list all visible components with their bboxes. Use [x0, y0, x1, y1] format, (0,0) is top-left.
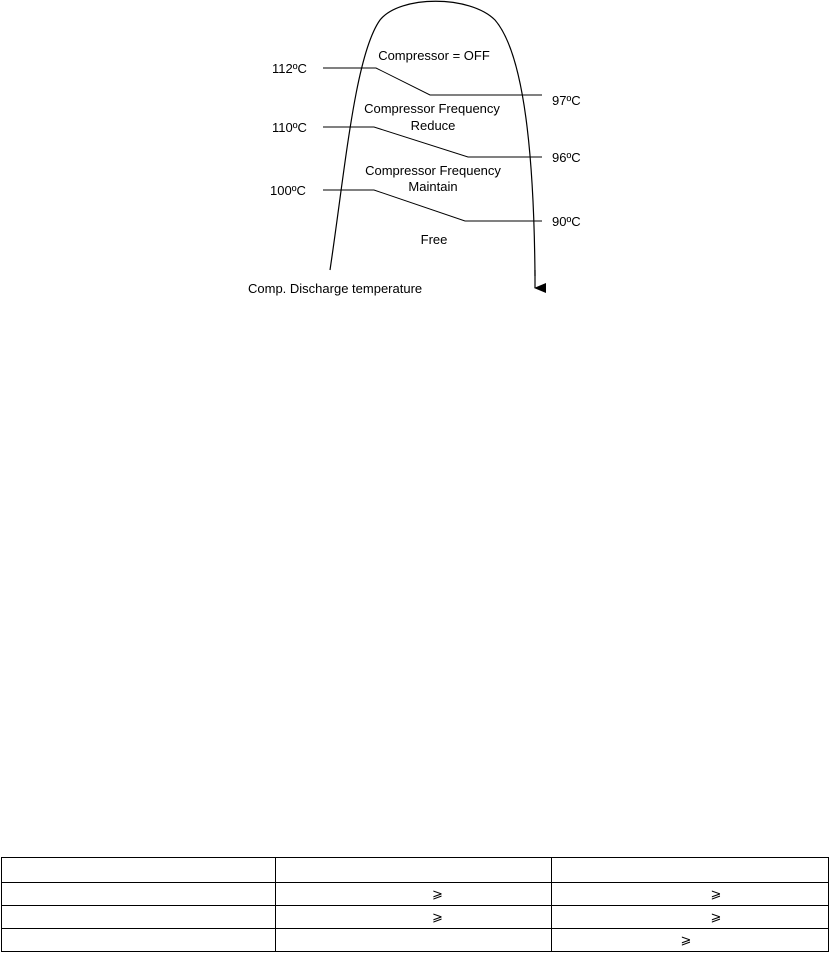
table-cell — [2, 906, 276, 929]
rise-threshold-label: 100ºC — [270, 183, 306, 198]
table-row — [2, 858, 829, 883]
table-cell: ⩾ — [276, 906, 552, 929]
zone-label-free: Free — [420, 232, 448, 247]
table-cell — [552, 858, 829, 883]
zone-label-reduce: Compressor Frequency — [364, 101, 500, 116]
threshold-line-off — [323, 68, 542, 95]
zone-label-maintain: Compressor Frequency — [365, 163, 501, 178]
table-cell — [2, 858, 276, 883]
zone-label-off: Compressor = OFF — [378, 48, 490, 63]
fall-threshold-label: 97ºC — [552, 93, 581, 108]
table-cell: ⩾ — [552, 883, 829, 906]
zone-label-reduce-sub: Reduce — [410, 118, 456, 133]
zone-label-maintain-sub: Maintain — [408, 179, 458, 194]
table-cell — [276, 929, 552, 952]
table-row — [2, 929, 829, 952]
rise-threshold-label: 112ºC — [272, 61, 307, 76]
fall-threshold-label: 90ºC — [552, 214, 581, 229]
axis-label: Comp. Discharge temperature — [248, 281, 423, 296]
table-cell — [2, 929, 276, 952]
table-cell — [2, 883, 276, 906]
table-cell: ⩾ — [276, 883, 552, 906]
table-cell — [276, 858, 552, 883]
threshold-line-maintain — [323, 190, 542, 221]
fall-threshold-label: 96ºC — [552, 150, 581, 165]
table-row — [2, 883, 829, 906]
table-row — [2, 906, 829, 929]
threshold-table — [1, 857, 829, 952]
rise-threshold-label: 110ºC — [272, 120, 307, 135]
table-cell: ⩾ — [552, 906, 829, 929]
table-cell: ⩾ — [552, 929, 829, 952]
discharge-temperature-diagram — [0, 0, 830, 310]
